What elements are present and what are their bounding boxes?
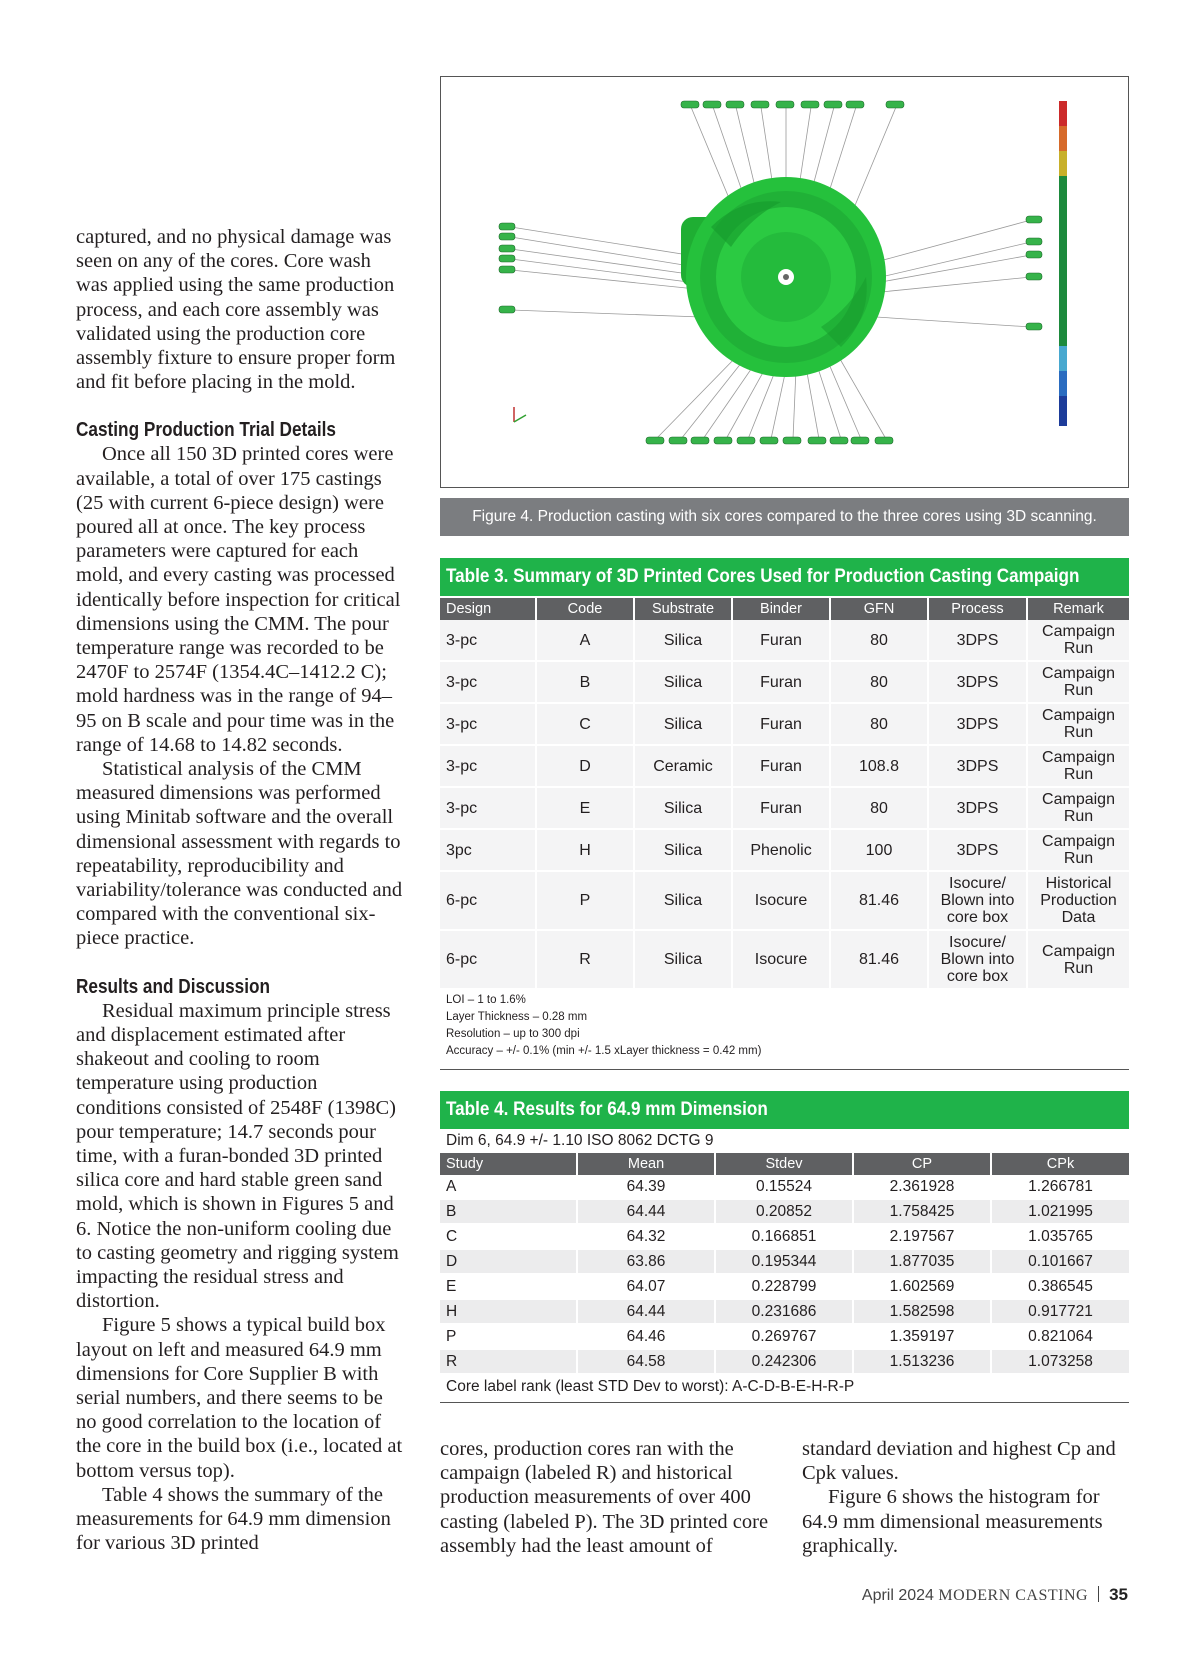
table-cell: 1.359197 — [853, 1324, 991, 1349]
column-header: Stdev — [715, 1153, 853, 1175]
section-heading-results: Results and Discussion — [76, 975, 271, 998]
table-row — [440, 1274, 1129, 1299]
table-row — [440, 871, 1129, 930]
color-scale-bar — [1059, 101, 1067, 426]
table-cell: 64.46 — [577, 1324, 715, 1349]
casting-scan — [681, 177, 886, 377]
paragraph: Once all 150 3D printed cores were available, a total of over 175 castings (25 with current 6-piece design) were poured all at once. The key process parameters were captured for each mold, and every casting was processed identically before inspection for critical dimensions using the CMM. The pour temperature range was recorded to be 2470F to 2574F (1354.4C–1412.2 C); mold hardness was in the range of 94–95 on B scale and pour time was in the range of 14.68 to 14.82 seconds. — [76, 443, 401, 756]
table-cell: C — [536, 703, 634, 745]
table-cell: 3-pc — [440, 620, 536, 661]
table-cell: 100 — [830, 829, 928, 871]
table-row — [440, 1299, 1129, 1324]
table-cell: 1.582598 — [853, 1299, 991, 1324]
footer-date: April 2024 — [861, 1587, 934, 1604]
table-cell: 1.758425 — [853, 1199, 991, 1224]
table-cell: A — [440, 1175, 577, 1199]
table-cell: 6-pc — [440, 871, 536, 930]
table-cell: 0.101667 — [991, 1249, 1129, 1274]
table-cell: 0.917721 — [991, 1299, 1129, 1324]
table-header-row — [440, 1153, 1129, 1175]
table-cell: 3DPS — [928, 620, 1027, 661]
table-cell: 0.821064 — [991, 1324, 1129, 1349]
table-cell: R — [536, 930, 634, 989]
table-cell: E — [440, 1274, 577, 1299]
table-cell: D — [536, 745, 634, 787]
table-cell: 64.07 — [577, 1274, 715, 1299]
table-cell: 81.46 — [830, 930, 928, 989]
table-row — [440, 1224, 1129, 1249]
column-header: Substrate — [634, 598, 732, 620]
table-cell: 3DPS — [928, 745, 1027, 787]
table-cell: Isocure/ Blown into core box — [928, 871, 1027, 930]
table-cell: 6-pc — [440, 930, 536, 989]
table-cell: 3-pc — [440, 661, 536, 703]
table-cell: 64.44 — [577, 1199, 715, 1224]
table-cell: Campaign Run — [1027, 829, 1129, 871]
column-header: Binder — [732, 598, 830, 620]
table-cell: 2.197567 — [853, 1224, 991, 1249]
table-cell: D — [440, 1249, 577, 1274]
table-cell: 64.58 — [577, 1349, 715, 1374]
paragraph: Figure 5 shows a typical build box layout on left and measured 64.9 mm dimensions for Core Supplier B with serial numbers, and there seems to be no good correlation to the location of the core in the build box (i.e., located at bottom versus top). — [76, 1314, 403, 1482]
table-cell: 0.15524 — [715, 1175, 853, 1199]
table-cell: R — [440, 1349, 577, 1374]
table-row — [440, 930, 1129, 989]
column-header: GFN — [830, 598, 928, 620]
table-cell: 3DPS — [928, 703, 1027, 745]
table-cell: 0.386545 — [991, 1274, 1129, 1299]
table-cell: 0.195344 — [715, 1249, 853, 1274]
table-cell: 0.166851 — [715, 1224, 853, 1249]
table-cell: 1.035765 — [991, 1224, 1129, 1249]
table-row — [440, 1249, 1129, 1274]
table-4 — [440, 1153, 1129, 1375]
table-3-notes — [440, 992, 1129, 1070]
table-cell: 80 — [830, 661, 928, 703]
table-cell: B — [536, 661, 634, 703]
table-cell: 3pc — [440, 829, 536, 871]
column-header: Code — [536, 598, 634, 620]
table-cell: 3-pc — [440, 787, 536, 829]
table-cell: 0.20852 — [715, 1199, 853, 1224]
table-cell: 3-pc — [440, 745, 536, 787]
table-cell: Phenolic — [732, 829, 830, 871]
table-cell: 1.266781 — [991, 1175, 1129, 1199]
table-cell: 3DPS — [928, 829, 1027, 871]
table-cell: Isocure — [732, 930, 830, 989]
table-cell: 64.44 — [577, 1299, 715, 1324]
table-cell: A — [536, 620, 634, 661]
table-note: LOI – 1 to 1.6% — [446, 994, 526, 1006]
table-3 — [440, 598, 1129, 990]
table-row — [440, 1175, 1129, 1199]
paragraph: standard deviation and highest Cp and Cpk values. — [802, 1438, 1116, 1485]
table-cell: Silica — [634, 620, 732, 661]
table-cell: Historical Production Data — [1027, 871, 1129, 930]
section-heading-trial-details: Casting Production Trial Details — [76, 419, 336, 442]
table-cell: 64.39 — [577, 1175, 715, 1199]
footer-magazine: MODERN CASTING — [938, 1587, 1089, 1604]
paragraph: Table 4 shows the summary of the measurements for 64.9 mm dimension for various 3D printed — [76, 1483, 391, 1555]
paragraph: cores, production cores ran with the campaign (labeled R) and historical production measurements of over 400 casting (labeled P). The 3D printed core assembly had the least amount of — [440, 1438, 769, 1557]
table-cell: Campaign Run — [1027, 703, 1129, 745]
table-cell: 81.46 — [830, 871, 928, 930]
table-cell: Silica — [634, 661, 732, 703]
table-cell: B — [440, 1199, 577, 1224]
column-header: Mean — [577, 1153, 715, 1175]
middle-column — [440, 1437, 770, 1558]
table-cell: Furan — [732, 745, 830, 787]
table-cell: 80 — [830, 787, 928, 829]
paragraph: Residual maximum principle stress and displacement estimated after shakeout and cooling to room temperature using production conditions consisted of 2548F (1398C) pour temperature; 14.7 seconds pour time, with a furan-bonded 3D printed silica core and hard stable green sand mold, which is shown in Figures 5 and 6. Notice the non-uniform cooling due to casting geometry and rigging system impacting the residual stress and distortion. — [76, 999, 399, 1313]
page-number: 35 — [1109, 1585, 1128, 1604]
table-cell: E — [536, 787, 634, 829]
table-row — [440, 703, 1129, 745]
table-cell: 3DPS — [928, 661, 1027, 703]
table-4-subtitle: Dim 6, 64.9 +/- 1.10 ISO 8062 DCTG 9 — [446, 1132, 714, 1149]
table-cell: Furan — [732, 620, 830, 661]
column-header: Study — [440, 1153, 577, 1175]
paragraph: captured, and no physical damage was seen on any of the cores. Core wash was applied using the same production process, and each core assembly was validated using the production core assembly fixture to ensure proper form and fit before placing in the mold. — [76, 226, 396, 394]
table-cell: Silica — [634, 787, 732, 829]
table-cell: Isocure/ Blown into core box — [928, 930, 1027, 989]
table-cell: Ceramic — [634, 745, 732, 787]
table-cell: 0.242306 — [715, 1349, 853, 1374]
table-4-title: Table 4. Results for 64.9 mm Dimension — [440, 1091, 1129, 1129]
table-cell: 3-pc — [440, 703, 536, 745]
table-header-row — [440, 598, 1129, 620]
table-cell: Campaign Run — [1027, 661, 1129, 703]
table-cell: 0.269767 — [715, 1324, 853, 1349]
table-row — [440, 829, 1129, 871]
table-cell: Furan — [732, 787, 830, 829]
table-row — [440, 1324, 1129, 1349]
table-cell: Campaign Run — [1027, 620, 1129, 661]
table-cell: 1.073258 — [991, 1349, 1129, 1374]
table-note: Layer Thickness – 0.28 mm — [446, 1011, 588, 1023]
table-cell: 64.32 — [577, 1224, 715, 1249]
table-cell: C — [440, 1224, 577, 1249]
table-cell: 0.231686 — [715, 1299, 853, 1324]
column-header: Process — [928, 598, 1027, 620]
table-cell: Silica — [634, 829, 732, 871]
paragraph: Statistical analysis of the CMM measured dimensions was performed using Minitab software and the overall dimensional assessment with regards to repeatability, reproducibility and variability/tolerance was conducted and compared with the conventional six-piece practice. — [76, 758, 403, 950]
table-row — [440, 1199, 1129, 1224]
table-cell: 1.602569 — [853, 1274, 991, 1299]
table-cell: H — [536, 829, 634, 871]
footer-divider — [1098, 1586, 1099, 1602]
table-cell: 80 — [830, 620, 928, 661]
table-row — [440, 1349, 1129, 1374]
table-cell: 3DPS — [928, 787, 1027, 829]
table-note: Resolution – up to 300 dpi — [446, 1028, 580, 1040]
table-cell: 1.021995 — [991, 1199, 1129, 1224]
table-cell: P — [440, 1324, 577, 1349]
page-footer — [862, 1585, 1128, 1605]
table-4-rank-note: Core label rank (least STD Dev to worst): A-C-D-B-E-H-R-P — [440, 1375, 1129, 1403]
table-cell: P — [536, 871, 634, 930]
table-cell: Silica — [634, 930, 732, 989]
table-note: Accuracy – +/- 0.1% (min +/- 1.5 xLayer thickness = 0.42 mm) — [446, 1045, 762, 1057]
column-header: CPk — [991, 1153, 1129, 1175]
table-row — [440, 620, 1129, 661]
table-3-title: Table 3. Summary of 3D Printed Cores Used for Production Casting Campaign — [440, 558, 1129, 596]
table-cell: 1.513236 — [853, 1349, 991, 1374]
table-cell: Isocure — [732, 871, 830, 930]
table-cell: Campaign Run — [1027, 930, 1129, 989]
table-cell: Silica — [634, 871, 732, 930]
table-cell: 80 — [830, 703, 928, 745]
table-row — [440, 787, 1129, 829]
table-row — [440, 745, 1129, 787]
figure-4-scan-image — [440, 76, 1129, 488]
column-header: Remark — [1027, 598, 1129, 620]
table-cell: 108.8 — [830, 745, 928, 787]
left-column — [76, 225, 406, 1555]
right-column — [802, 1437, 1132, 1558]
table-cell: Furan — [732, 703, 830, 745]
table-cell: Silica — [634, 703, 732, 745]
table-cell: 2.361928 — [853, 1175, 991, 1199]
paragraph: Figure 6 shows the histogram for 64.9 mm dimensional measurements graphically. — [802, 1486, 1103, 1557]
table-cell: 0.228799 — [715, 1274, 853, 1299]
figure-4-caption: Figure 4. Production casting with six cores compared to the three cores using 3D scanning. — [440, 498, 1129, 536]
column-header: CP — [853, 1153, 991, 1175]
table-cell: H — [440, 1299, 577, 1324]
table-row — [440, 661, 1129, 703]
table-cell: 63.86 — [577, 1249, 715, 1274]
table-cell: 1.877035 — [853, 1249, 991, 1274]
column-header: Design — [440, 598, 536, 620]
3d-scan-graphic — [441, 77, 1128, 487]
table-cell: Campaign Run — [1027, 787, 1129, 829]
table-cell: Campaign Run — [1027, 745, 1129, 787]
table-cell: Furan — [732, 661, 830, 703]
axis-triad-icon — [514, 407, 526, 422]
